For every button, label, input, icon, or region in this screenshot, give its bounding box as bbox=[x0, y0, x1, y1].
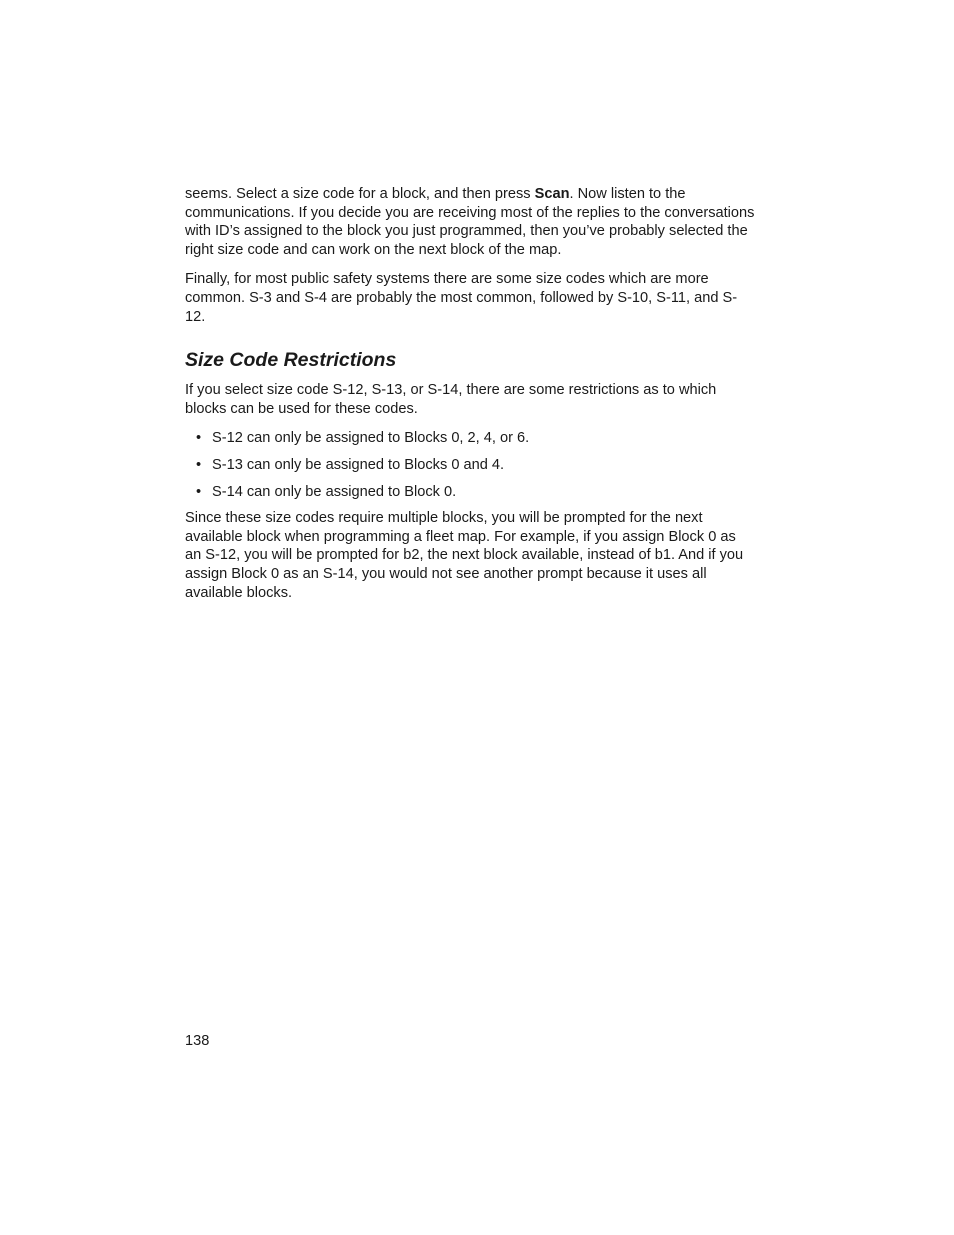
page-body bbox=[185, 185, 755, 602]
list-item-text: S-13 can only be assigned to Blocks 0 and 4. bbox=[212, 456, 505, 473]
section-heading: Size Code Restrictions bbox=[185, 349, 397, 372]
scan-key-label: Scan bbox=[534, 186, 570, 202]
page-number: 138 bbox=[185, 1033, 210, 1049]
list-item bbox=[185, 456, 755, 475]
list-item bbox=[185, 429, 755, 448]
bullet-marker: • bbox=[196, 456, 202, 473]
list-item bbox=[185, 483, 755, 502]
restrictions-list bbox=[185, 429, 755, 501]
paragraph-scan-instructions bbox=[185, 185, 755, 259]
paragraph-text-start: seems. Select a size code for a block, and then press bbox=[185, 186, 535, 202]
bullet-marker: • bbox=[196, 430, 202, 447]
paragraph-text-end: . Now listen to the communications. If you decide you are receiving most of the replies to the conversations with ID’s assigned to the block you just programmed, then you’ve probably selected the right size code and can work on the next block of the map. bbox=[185, 186, 755, 258]
list-item-text: S-14 can only be assigned to Block 0. bbox=[212, 483, 457, 500]
section-closing: Since these size codes require multiple blocks, you will be prompted for the next available block when programming a fleet map. For example, if you assign Block 0 as an S-12, you will be prompted for b2, the next block available, instead of b1. And if you assign Block 0 as an S-14, you would not see another prompt because it uses all available blocks. bbox=[185, 510, 744, 601]
paragraph-common-size-codes: Finally, for most public safety systems there are some size codes which are more common. S-3 and S-4 are probably the most common, followed by S-10, S-11, and S-12. bbox=[185, 271, 738, 325]
bullet-marker: • bbox=[196, 483, 202, 500]
list-item-text: S-12 can only be assigned to Blocks 0, 2, 4, or 6. bbox=[212, 430, 530, 447]
section-intro: If you select size code S-12, S-13, or S-14, there are some restrictions as to which blocks can be used for these codes. bbox=[185, 382, 717, 417]
